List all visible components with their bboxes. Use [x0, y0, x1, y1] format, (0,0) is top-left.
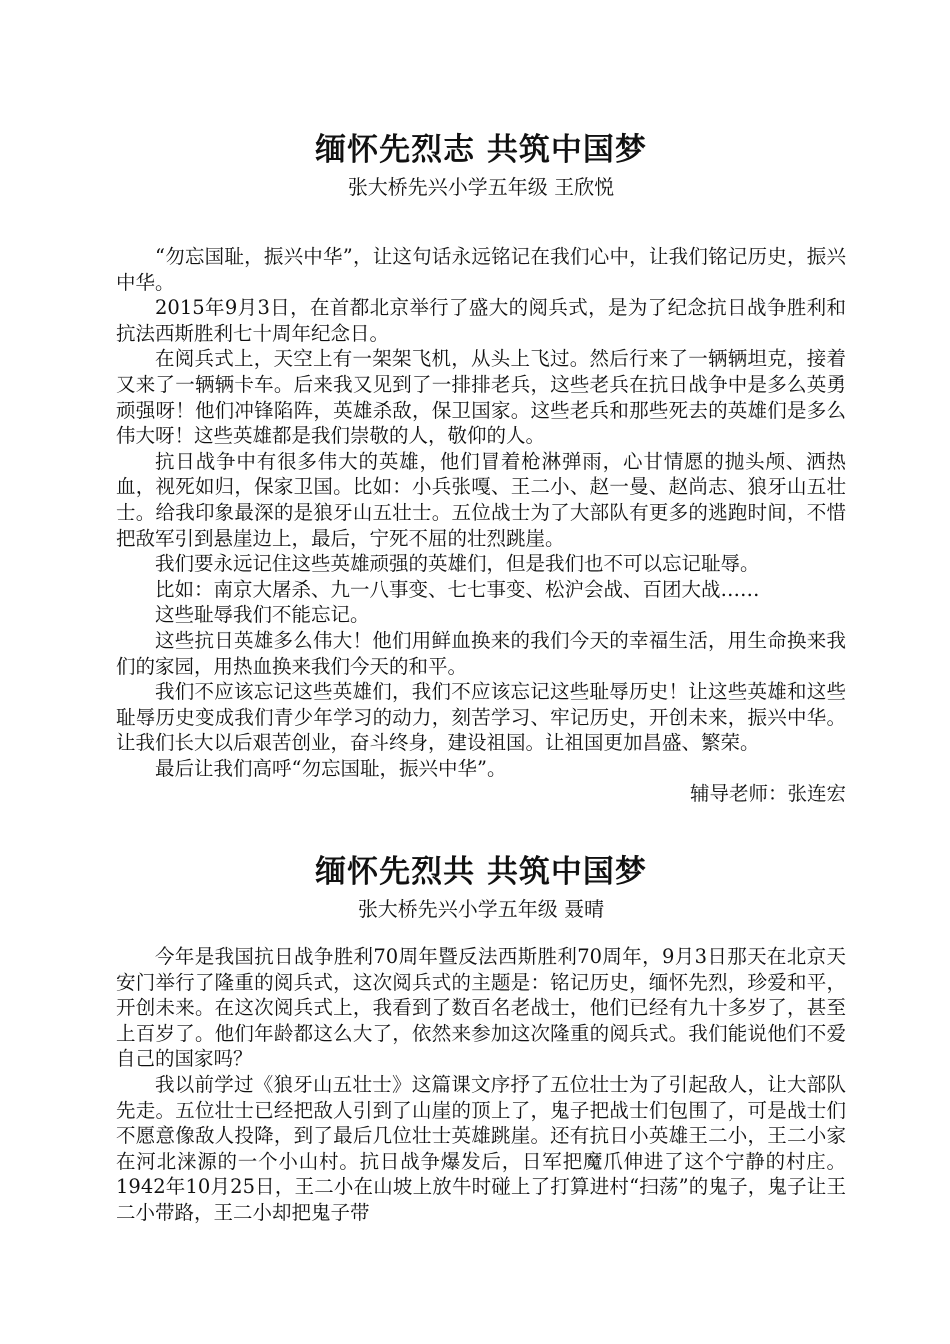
paragraph: 在阅兵式上，天空上有一架架飞机，从头上飞过。然后行来了一辆辆坦克，接着又来了一辆辆卡车。后来我又见到了一排排老兵，这些老兵在抗日战争中是多么英勇顽强呀！他们冲锋陷阵，英雄杀敌，保卫国家。这些老兵和那些死去的英雄们是多么伟大呀！这些英雄都是我们崇敬的人，敬仰的人。 [116, 347, 846, 448]
paragraph: 这些耻辱我们不能忘记。 [155, 603, 370, 627]
essay-title: 缅怀先烈共 共筑中国梦 [315, 854, 647, 890]
essay-body [116, 244, 846, 807]
paragraph: 最后让我们高呼“勿忘国耻，振兴中华”。 [155, 756, 507, 780]
paragraph: 2015年9月3日，在首都北京举行了盛大的阅兵式，是为了纪念抗日战争胜利和抗法西斯胜利七十周年纪念日。 [116, 296, 846, 345]
paragraph: 我们不应该忘记这些英雄们，我们不应该忘记这些耻辱历史！让这些英雄和这些耻辱历史变成我们青少年学习的动力，刻苦学习、牢记历史，开创未来，振兴中华。让我们长大以后艰苦创业，奋斗终身，建设祖国。让祖国更加昌盛、繁荣。 [116, 680, 846, 755]
essay-nie-qing [116, 852, 846, 1226]
essay-body [116, 944, 846, 1226]
essay-wang-xinyue [116, 130, 846, 807]
paragraph: 这些抗日英雄多么伟大！他们用鲜血换来的我们今天的幸福生活，用生命换来我们的家园，用热血换来我们今天的和平。 [116, 628, 846, 678]
paragraph: 比如：南京大屠杀、九一八事变、七七事变、松沪会战、百团大战…… [155, 577, 760, 601]
essay-title: 缅怀先烈志 共筑中国梦 [315, 132, 647, 168]
paragraph: 抗日战争中有很多伟大的英雄，他们冒着枪淋弹雨，心甘情愿的抛头颅、洒热血，视死如归，保家卫国。比如：小兵张嘎、王二小、赵一曼、赵尚志、狼牙山五壮士。给我印象最深的是狼牙山五壮士。五位战士为了大部队有更多的逃跑时间，不惜把敌军引到悬崖边上，最后，宁死不屈的壮烈跳崖。 [116, 449, 846, 550]
paragraph: “勿忘国耻，振兴中华”，让这句话永远铭记在我们心中，让我们铭记历史，振兴中华。 [116, 245, 846, 294]
essay-byline: 张大桥先兴小学五年级 聂晴 [357, 897, 605, 921]
advisor-teacher: 辅导老师：张连宏 [689, 782, 846, 806]
essay-byline: 张大桥先兴小学五年级 王欣悦 [347, 175, 615, 199]
paragraph: 我们要永远记住这些英雄顽强的英雄们，但是我们也不可以忘记耻辱。 [155, 552, 760, 576]
paragraph: 我以前学过《狼牙山五壮士》这篇课文序抒了五位壮士为了引起敌人，让大部队先走。五位壮士已经把敌人引到了山崖的顶上了，鬼子把战士们包围了，可是战士们不愿意像敌人投降，到了最后几位壮士英雄跳崖。还有抗日小英雄王二小，王二小家在河北涞源的一个小山村。抗日战争爆发后，日军把魔爪伸进了这个宁静的村庄。1942年10月25日，王二小在山坡上放牛时碰上了打算进村“扫荡”的鬼子，鬼子让王二小带路，王二小却把鬼子带 [116, 1072, 846, 1224]
paragraph: 今年是我国抗日战争胜利70周年暨反法西斯胜利70周年，9月3日那天在北京天安门举行了隆重的阅兵式，这次阅兵式的主题是：铭记历史，缅怀先烈，珍爱和平，开创未来。在这次阅兵式上，我看到了数百名老战士，他们已经有九十多岁了，甚至上百岁了。他们年龄都这么大了，依然来参加这次隆重的阅兵式。我们能说他们不爱自己的国家吗？ [116, 945, 846, 1071]
